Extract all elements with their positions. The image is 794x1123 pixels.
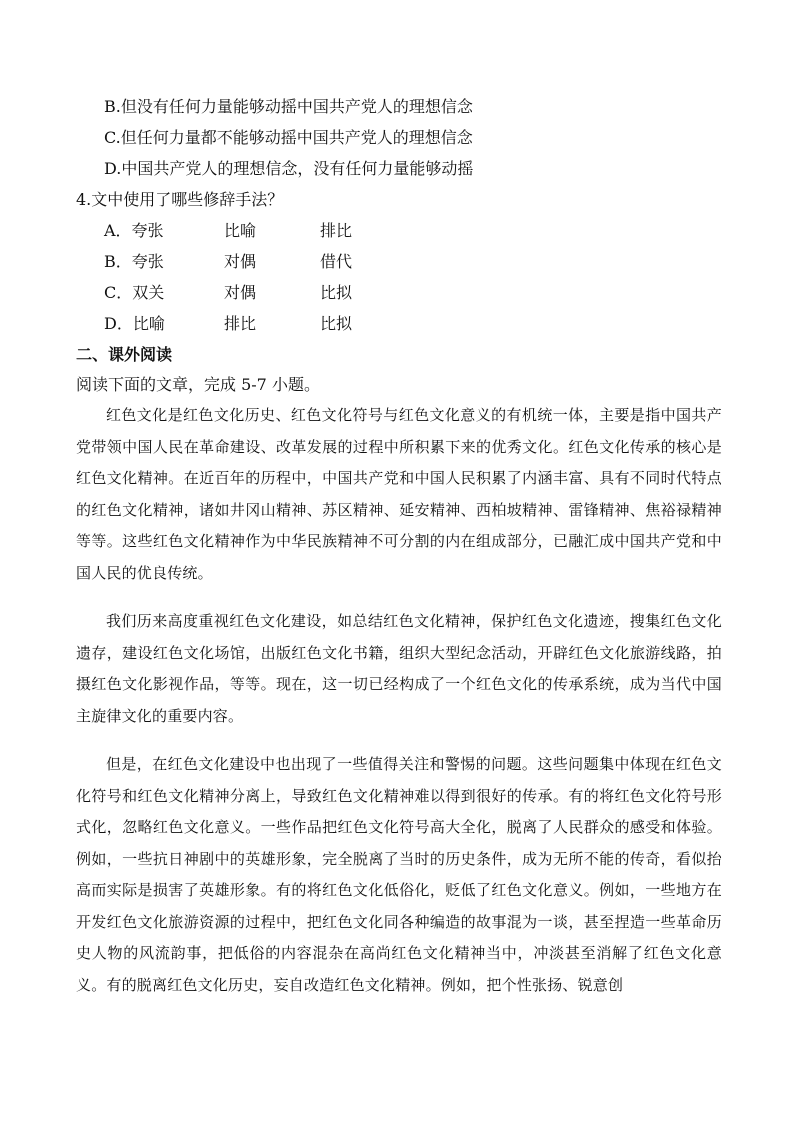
q4-row-a-term-2: 排比	[320, 221, 353, 240]
option-c: C.但任何力量都不能够动摇中国共产党人的理想信念	[104, 128, 473, 147]
q4-row-b-label: B．夸张	[104, 252, 164, 271]
paragraph-1: 红色文化是红色文化历史、红色文化符号与红色文化意义的有机统一体，主要是指中国共产党带领中国人民在革命建设、改革发展的过程中所积累下来的优秀文化。红色文化传承的核心是红色文化精神。在近百年的历程中，中国共产党和中国人民积累了内涵丰富、具有不同时代特点的红色文化精神，诸如井冈山精神、苏区精神、延安精神、西柏坡精神、雷锋精神、焦裕禄精神等等。这些红色文化精神作为中华民族精神不可分割的内在组成部分，已融汇成中国共产党和中国人民的优良传统。	[76, 406, 722, 582]
section-2-heading: 二、课外阅读	[76, 345, 173, 364]
q4-row-c-term-1: 对偶	[224, 283, 257, 302]
option-b: B.但没有任何力量能够动摇中国共产党人的理想信念	[104, 97, 473, 116]
paragraph-2: 我们历来高度重视红色文化建设，如总结红色文化精神，保护红色文化遗迹，搜集红色文化遗存，建设红色文化场馆，出版红色文化书籍，组织大型纪念活动，开辟红色文化旅游线路，拍摄红色文化影视作品，等等。现在，这一切已经构成了一个红色文化的传承系统，成为当代中国主旋律文化的重要内容。	[76, 612, 722, 725]
q4-row-b-term-2: 借代	[320, 252, 353, 271]
q4-row-c-label: C．双关	[104, 283, 165, 302]
q4-row-a-label: A．夸张	[104, 221, 164, 240]
q4-row-d-term-1: 排比	[224, 314, 257, 333]
question-4-stem: 4.文中使用了哪些修辞手法？	[76, 190, 284, 209]
q4-row-c-term-2: 比拟	[320, 283, 353, 302]
q4-row-a-term-1: 比喻	[224, 221, 257, 240]
section-2-instruction: 阅读下面的文章，完成 5-7 小题。	[76, 375, 320, 394]
option-d: D.中国共产党人的理想信念，没有任何力量能够动摇	[104, 159, 474, 178]
paragraph-3: 但是，在红色文化建设中也出现了一些值得关注和警惕的问题。这些问题集中体现在红色文化符号和红色文化精神分离上，导致红色文化精神难以得到很好的传承。有的将红色文化符号形式化，忽略红色文化意义。一些作品把红色文化符号高大全化，脱离了人民群众的感受和体验。例如，一些抗日神剧中的英雄形象，完全脱离了当时的历史条件，成为无所不能的传奇，看似抬高而实际是损害了英雄形象。有的将红色文化低俗化，贬低了红色文化意义。例如，一些地方在开发红色文化旅游资源的过程中，把红色文化同各种编造的故事混为一谈，甚至捏造一些革命历史人物的风流韵事，把低俗的内容混杂在高尚红色文化精神当中，冲淡甚至消解了红色文化意义。有的脱离红色文化历史，妄自改造红色文化精神。例如，把个性张扬、锐意创	[76, 755, 722, 994]
q4-row-b-term-1: 对偶	[224, 252, 257, 271]
q4-row-d-term-2: 比拟	[320, 314, 353, 333]
q4-row-d-label: D．比喻	[104, 314, 165, 333]
